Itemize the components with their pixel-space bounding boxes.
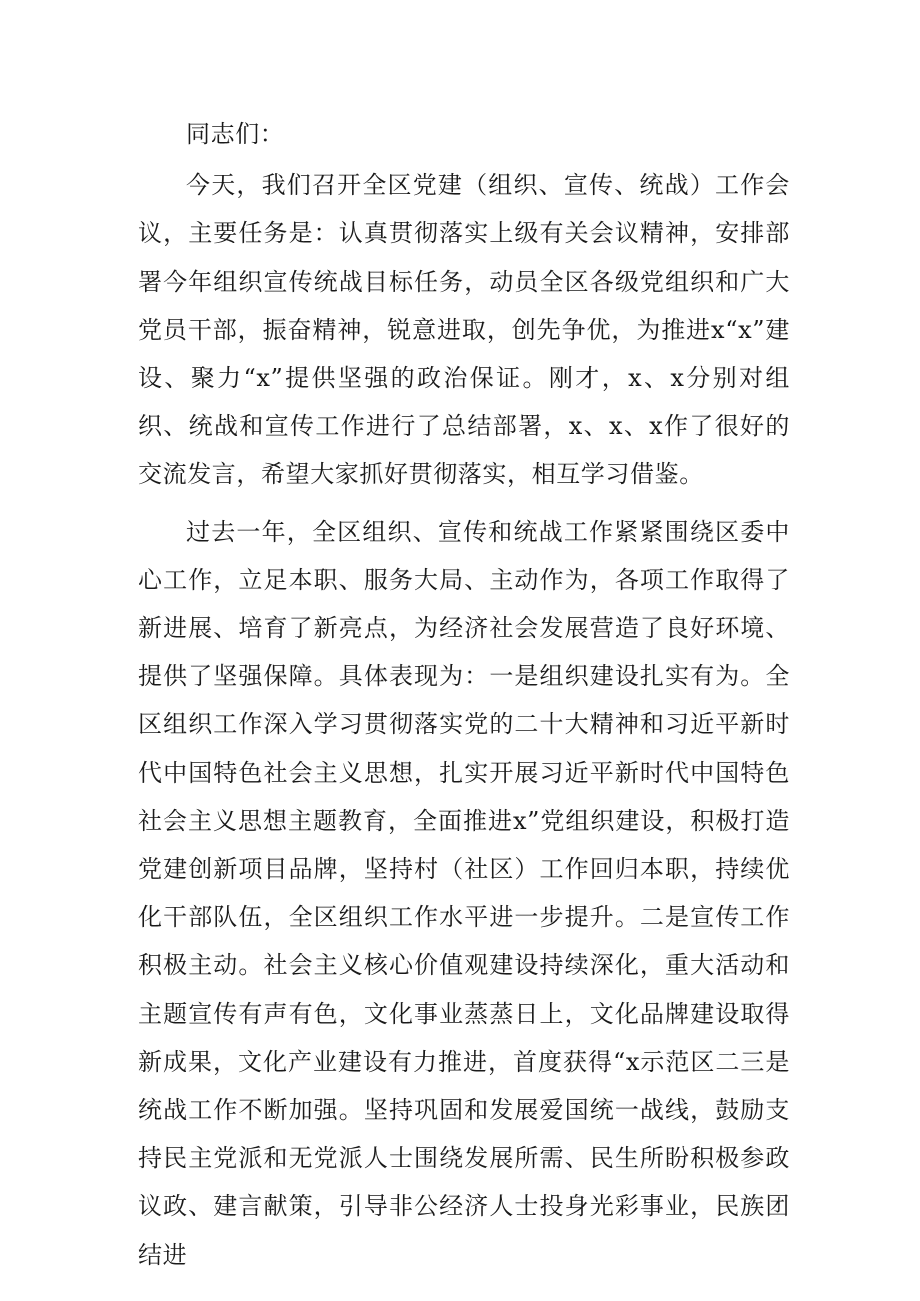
salutation: 同志们： (186, 120, 285, 148)
document-body (138, 110, 790, 1288)
paragraph-opening: 今天，我们召开全区党建（组织、宣传、统战）工作会议，主要任务是：认真贯彻落实上级有关会议精神，安排部署今年组织宣传统战目标任务，动员全区各级党组织和广大党员干部，振奋精神，锐意进取，创先争优，为推进x“x”建设、聚力“x”提供坚强的政治保证。刚才，x、x分别对组织、统战和宣传工作进行了总结部署，x、x、x作了很好的交流发言，希望大家抓好贯彻落实，相互学习借鉴。 (138, 171, 790, 489)
paragraph-review: 过去一年，全区组织、宣传和统战工作紧紧围绕区委中心工作，立足本职、服务大局、主动作为，各项工作取得了新进展、培育了新亮点，为经济社会发展营造了良好环境、提供了坚强保障。具体表现为：一是组织建设扎实有为。全区组织工作深入学习贯彻落实党的二十大精神和习近平新时代中国特色社会主义思想，扎实开展习近平新时代中国特色社会主义思想主题教育，全面推进x”党组织建设，积极打造党建创新项目品牌，坚持村（社区）工作回归本职，持续优化干部队伍，全区组织工作水平进一步提升。二是宣传工作积极主动。社会主义核心价值观建设持续深化，重大活动和主题宣传有声有色，文化事业蒸蒸日上，文化品牌建设取得新成果，文化产业建设有力推进，首度获得“x示范区二三是统战工作不断加强。坚持巩固和发展爱国统一战线，鼓励支持民主党派和无党派人士围绕发展所需、民生所盼积极参政议政、建言献策，引导非公经济人士投身光彩事业，民族团结进 (138, 517, 790, 1269)
